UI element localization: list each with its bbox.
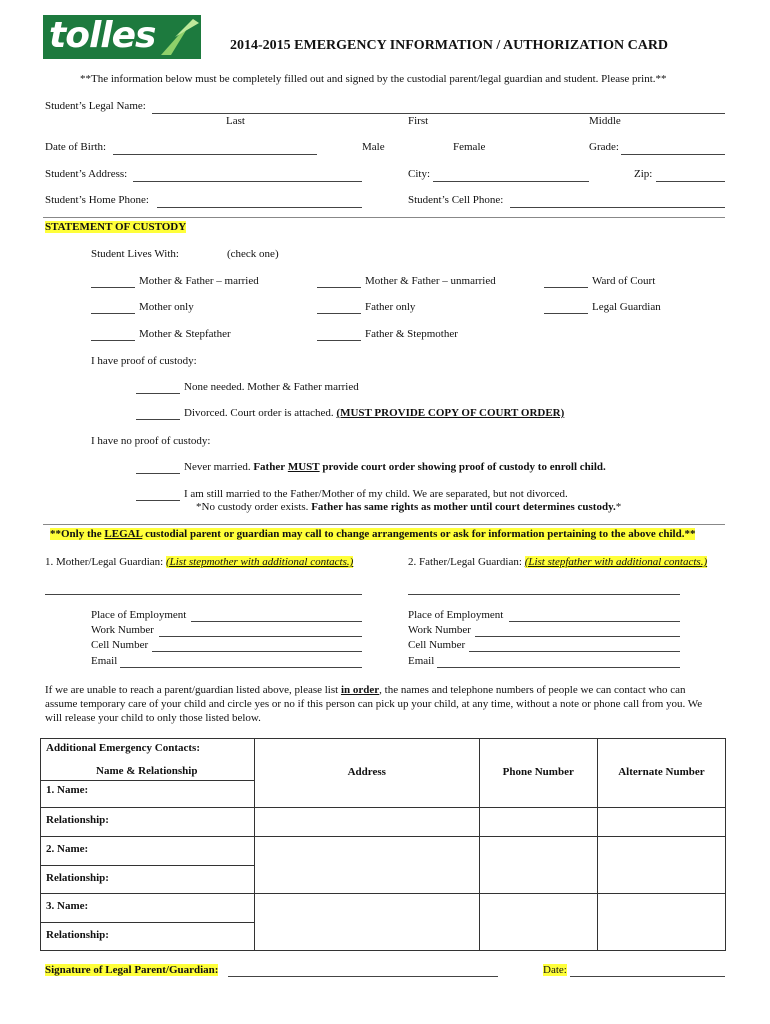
- option-label: Mother only: [139, 301, 194, 313]
- checkbox-line[interactable]: [136, 473, 180, 474]
- checkbox-line[interactable]: [544, 313, 588, 314]
- relationship-label: Relationship:: [46, 814, 109, 826]
- city-field[interactable]: [433, 181, 589, 182]
- alt-cell[interactable]: [597, 894, 725, 951]
- col-alt-cell: [597, 739, 725, 808]
- check-one-label: (check one): [227, 248, 279, 260]
- notice-a: **Only the: [50, 528, 102, 540]
- checkbox-line[interactable]: [317, 287, 361, 288]
- address-cell[interactable]: [254, 837, 479, 894]
- proof-option: None needed. Mother & Father married: [184, 381, 359, 393]
- phone-cell[interactable]: [479, 808, 597, 837]
- checkbox-line[interactable]: [136, 419, 180, 420]
- mother-note: (List stepmother with additional contacts.): [165, 556, 354, 568]
- option-label: Father only: [365, 301, 416, 313]
- table-row[interactable]: [41, 808, 255, 837]
- release-line-3: will release your child to only those listed below.: [45, 712, 261, 724]
- table-row[interactable]: [41, 923, 255, 951]
- mother-cell-label: Cell Number: [91, 639, 149, 651]
- first-label: First: [408, 115, 429, 127]
- divider: [43, 524, 725, 525]
- grade-label: Grade:: [589, 141, 619, 153]
- legal-name-field[interactable]: [152, 113, 725, 114]
- court-order-note: (MUST PROVIDE COPY OF COURT ORDER): [336, 407, 565, 419]
- mother-email-label: Email: [91, 655, 118, 667]
- middle-label: Middle: [589, 115, 621, 127]
- option-label: Ward of Court: [592, 275, 656, 287]
- name-label: 1. Name:: [46, 784, 89, 796]
- checkbox-line[interactable]: [91, 340, 135, 341]
- option-label: Mother & Father – unmarried: [365, 275, 496, 287]
- col-name: Name & Relationship: [96, 765, 198, 777]
- col-phone: Phone Number: [502, 766, 574, 778]
- table-row[interactable]: [41, 837, 255, 866]
- release-c: , the names and telephone numbers of people we can contact who can: [379, 684, 686, 696]
- home-phone-label: Student’s Home Phone:: [45, 194, 149, 206]
- name-label: 2. Name:: [46, 843, 89, 855]
- father-note: (List stepfather with additional contacts.): [524, 556, 708, 568]
- proof-option: [184, 407, 564, 419]
- notice-c: custodial parent or guardian may call to change arrangements or ask for information pertaining to the above child.**: [145, 528, 696, 540]
- option-label: Father & Stepmother: [365, 328, 458, 340]
- date-field[interactable]: [570, 976, 725, 977]
- checkbox-line[interactable]: [544, 287, 588, 288]
- col-alt: Alternate Number: [618, 766, 705, 778]
- page-title: 2014-2015 EMERGENCY INFORMATION / AUTHORIZATION CARD: [230, 38, 669, 53]
- address-label: Student’s Address:: [45, 168, 128, 180]
- contacts-header-cell: [41, 739, 255, 781]
- notice-legal: LEGAL: [104, 528, 143, 540]
- alt-cell[interactable]: [597, 808, 725, 837]
- phone-cell[interactable]: [479, 837, 597, 894]
- cell-phone-label: Student’s Cell Phone:: [408, 194, 504, 206]
- name-label: 3. Name:: [46, 900, 89, 912]
- lives-with-label: Student Lives With:: [91, 248, 179, 260]
- emergency-contacts-table: [40, 738, 726, 951]
- bold-text: Father: [253, 461, 286, 473]
- checkbox-line[interactable]: [91, 313, 135, 314]
- no-proof-option: [184, 461, 606, 473]
- table-row[interactable]: [41, 781, 255, 808]
- checkbox-line[interactable]: [136, 500, 180, 501]
- proof-label: I have proof of custody:: [91, 355, 197, 367]
- legal-name-label: Student’s Legal Name:: [45, 100, 146, 112]
- father-cell-label: Cell Number: [408, 639, 466, 651]
- city-label: City:: [408, 168, 431, 180]
- tolles-logo: [43, 15, 201, 59]
- mother-employment-label: Place of Employment: [91, 609, 187, 621]
- checkbox-line[interactable]: [317, 313, 361, 314]
- address-cell[interactable]: [254, 808, 479, 837]
- must-text: MUST: [287, 461, 320, 473]
- no-proof-text: Never married.: [184, 461, 251, 473]
- home-phone-field[interactable]: [157, 207, 362, 208]
- phone-cell[interactable]: [479, 894, 597, 951]
- address-cell[interactable]: [254, 894, 479, 951]
- contacts-heading: Additional Emergency Contacts:: [46, 742, 200, 754]
- note-text: *No custody order exists.: [196, 501, 309, 513]
- father-work-label: Work Number: [408, 624, 471, 636]
- last-label: Last: [226, 115, 245, 127]
- bold-text: Father has same rights as mother until court determines custody.: [311, 501, 616, 513]
- release-line-2: assume temporary care of your child and circle yes or no if this person can pick up your child, at any time, without a note or phone call from you. We: [45, 698, 703, 710]
- no-proof-option: I am still married to the Father/Mother of my child. We are separated, but not divorced.: [184, 488, 568, 500]
- relationship-label: Relationship:: [46, 872, 109, 884]
- signature-field[interactable]: [228, 976, 498, 977]
- father-email-label: Email: [408, 655, 435, 667]
- cell-phone-field[interactable]: [510, 207, 725, 208]
- female-option[interactable]: Female: [453, 141, 486, 153]
- option-label: Legal Guardian: [592, 301, 661, 313]
- logo-leaf-icon: [43, 15, 201, 59]
- custody-heading: STATEMENT OF CUSTODY: [45, 221, 187, 233]
- no-custody-order-note: [196, 501, 621, 513]
- relationship-label: Relationship:: [46, 929, 109, 941]
- mother-label: 1. Mother/Legal Guardian:: [45, 556, 164, 568]
- col-phone-cell: [479, 739, 597, 808]
- grade-field[interactable]: [621, 154, 725, 155]
- father-work-field[interactable]: [475, 636, 680, 637]
- mother-name-field[interactable]: [45, 594, 362, 595]
- mother-employment-field[interactable]: [191, 621, 362, 622]
- checkbox-line[interactable]: [317, 340, 361, 341]
- legal-notice: [50, 528, 695, 540]
- mother-work-field[interactable]: [159, 636, 362, 637]
- zip-label: Zip:: [634, 168, 653, 180]
- dob-field[interactable]: [113, 154, 317, 155]
- father-guardian: [408, 556, 707, 568]
- mother-cell-field[interactable]: [152, 651, 362, 652]
- checkbox-line[interactable]: [136, 393, 180, 394]
- option-label: Mother & Father – married: [139, 275, 259, 287]
- table-row[interactable]: [41, 894, 255, 923]
- instruction-text: **The information below must be completely filled out and signed by the custodial parent/legal guardian and student. Please print.**: [80, 73, 667, 85]
- star-text: *: [615, 501, 622, 513]
- col-address: Address: [347, 766, 386, 778]
- alt-cell[interactable]: [597, 837, 725, 894]
- signature-label: Signature of Legal Parent/Guardian:: [45, 964, 219, 976]
- release-line-1: [45, 684, 686, 696]
- option-label: Mother & Stepfather: [139, 328, 231, 340]
- logo-text: tolles: [49, 15, 156, 56]
- proof-text: Divorced. Court order is attached.: [184, 407, 334, 419]
- mother-guardian: [45, 556, 353, 568]
- father-cell-field[interactable]: [469, 651, 680, 652]
- father-name-field[interactable]: [408, 594, 680, 595]
- date-label: Date:: [543, 964, 567, 976]
- dob-label: Date of Birth:: [45, 141, 107, 153]
- release-in-order: in order: [340, 684, 380, 696]
- table-row[interactable]: [41, 866, 255, 894]
- col-address-cell: [254, 739, 479, 808]
- divider: [43, 217, 725, 218]
- mother-email-field[interactable]: [120, 667, 362, 668]
- bold-text: provide court order showing proof of custody to enroll child.: [322, 461, 606, 473]
- male-option[interactable]: Male: [362, 141, 385, 153]
- no-proof-label: I have no proof of custody:: [91, 435, 211, 447]
- checkbox-line[interactable]: [91, 287, 135, 288]
- father-email-field[interactable]: [437, 667, 680, 668]
- father-label: 2. Father/Legal Guardian:: [408, 556, 522, 568]
- father-employment-label: Place of Employment: [408, 609, 504, 621]
- father-employment-field[interactable]: [509, 621, 680, 622]
- mother-work-label: Work Number: [91, 624, 154, 636]
- release-a: If we are unable to reach a parent/guardian listed above, please list: [45, 684, 339, 696]
- address-field[interactable]: [133, 181, 362, 182]
- zip-field[interactable]: [656, 181, 725, 182]
